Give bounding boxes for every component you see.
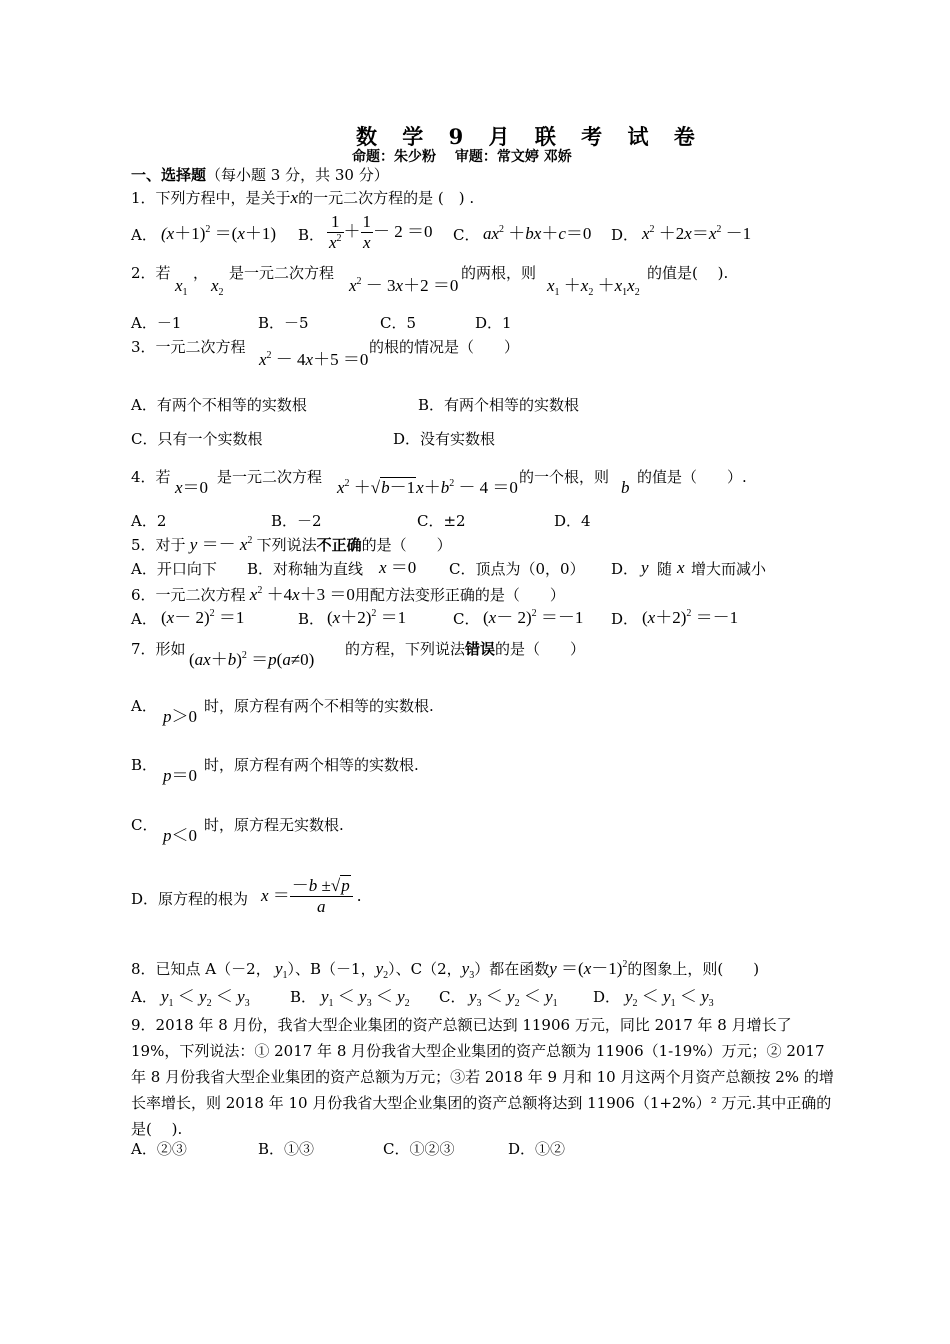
question-6: 6．一元二次方程 $x^2 +4x+3 =0$用配方法变形正确的是（ ） <box>131 585 565 604</box>
page-title: 数 学 9 月 联 考 试 卷 <box>356 124 704 149</box>
question-8: 8．已知点 A（－2， $y_1$）、B（－1，$y_2$）、C（2，$y_3$）都在函数$y =(x-1)^2$的图象上，则( ) <box>131 959 760 981</box>
question-5: 5．对于 $y =- x^2$ 下列说法不正确的是（ ） <box>131 535 452 554</box>
question-1: 1．下列方程中，是关于x的一元二次方程的是 ( ) . <box>131 188 475 207</box>
question-3-options: A．有两个不相等的实数根 B．有两个相等的实数根 C．只有一个实数根 D．没有实数根 <box>131 396 580 448</box>
section-heading: 一、选择题（每小题 3 分，共 30 分） <box>131 166 389 184</box>
authors-line: 命题：朱少粉 审题：常文婷 邓娇 <box>352 149 572 165</box>
question-9: 9．2018 年 8 月份，我省大型企业集团的资产总额已达到 11906 万元，同比 2017 年 8 月增长了 19%，下列说法：① 2017 年 8 月份我省大型企业集团的资产总额为 11906（1-19%）万元；② 2017 年 8 月份我省大型企业集团的资产总额为万元；③若 2018 年 9 月和 10 月这两个月资产总额按 2% 的增长率增长，则 2018 年 10 月份我省大型企业集团的资产总额将达到 11906（1+2%）² 万元.其中正确的是( ). <box>131 1016 834 1138</box>
